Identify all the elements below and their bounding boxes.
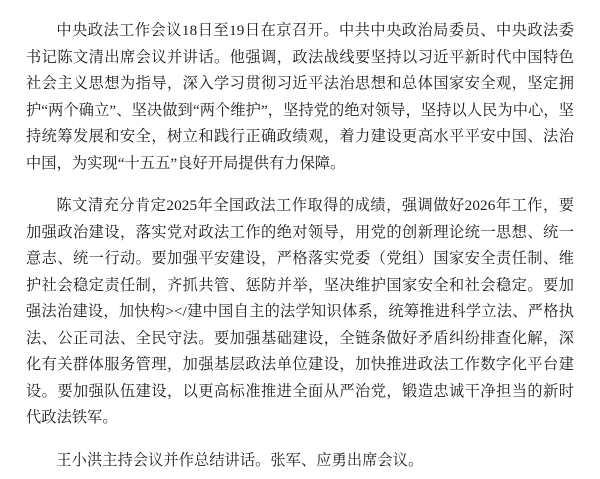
article-body: [26, 18, 574, 474]
paragraph-2: 陈文清充分肯定2025年全国政法工作取得的成绩，强调做好2026年工作，要加强政治建设，落实党对政法工作的绝对领导，用党的创新理论统一思想、统一意志、统一行动。要加强平安建设，严格落实党委（党组）国家安全责任制、维护社会稳定责任制，齐抓共管、惩防并举，坚决维护国家安全和社会稳定。要加强法治建设，加快构></建中国自主的法学知识体系，统筹推进科学立法、严格执法、公正司法、全民守法。要加强基础建设，全链条做好矛盾纠纷排查化解，深化有关群体服务管理，加强基层政法单位建设，加快推进政法工作数字化平台建设。要加强队伍建设，以更高标准推进全面从严治党，锻造忠诚干净担当的新时代政法铁军。: [26, 197, 574, 426]
paragraph-1: 中央政法工作会议18日至19日在京召开。中共中央政治局委员、中央政法委书记陈文清出席会议并讲话。他强调，政法战线要坚持以习近平新时代中国特色社会主义思想为指导，深入学习贯彻习近平法治思想和总体国家安全观，坚定拥护“两个确立”、坚决做到“两个维护”，坚持党的绝对领导，坚持以人民为中心，坚持统筹发展和安全，树立和践行正确政绩观，着力建设更高水平平安中国、法治中国，为实现“十五五”良好开局提供有力保障。: [26, 22, 574, 172]
paragraph-3: 王小洪主持会议并作总结讲话。张军、应勇出席会议。: [56, 451, 424, 469]
